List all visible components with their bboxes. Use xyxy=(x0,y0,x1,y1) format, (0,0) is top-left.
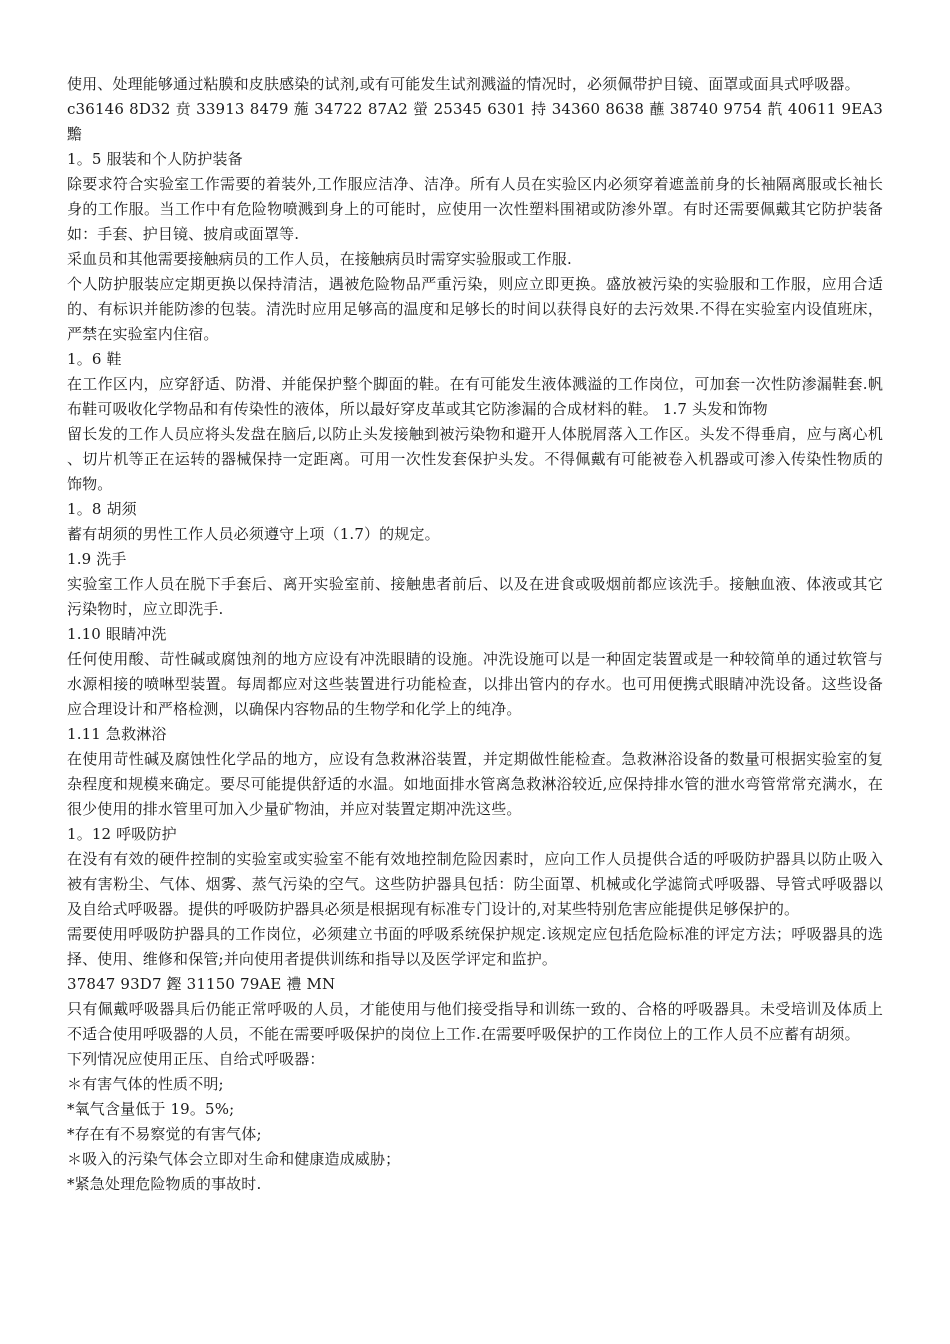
heading-1-8-beard: 1。8 胡须 xyxy=(67,500,137,518)
paragraph-beard: 蓄有胡须的男性工作人员必须遵守上项（1.7）的规定。 xyxy=(67,525,440,543)
heading-1-6-shoes: 1。6 鞋 xyxy=(67,350,122,368)
paragraph-eyewash: 任何使用酸、苛性碱或腐蚀剂的地方应设有冲洗眼睛的设施。冲洗设施可以是一种固定装置或是一种较简单的通过软管与水源相接的喷啉型装置。每周都应对这些装置进行功能检查，以排出管内的存水。也可用便携式眼睛冲洗设备。这些设备应合理设计和严格检测，以确保内容物品的生物学和化学上的纯净。 xyxy=(67,650,883,718)
list-item-low-oxygen: *氧气含量低于 19。5%; xyxy=(67,1100,235,1118)
paragraph-clothing-replacement: 个人防护服装应定期更换以保持清洁，遇被危险物品严重污染，则应立即更换。盛放被污染的实验服和工作服，应用合适的、有标识并能防渗的包装。清洗时应用足够高的温度和足够长的时间以获得良好的去污效果.不得在实验室内设值班床，严禁在实验室内住宿。 xyxy=(67,275,883,343)
list-item-emergency-handling: *紧急处理危险物质的事故时. xyxy=(67,1175,262,1193)
paragraph-scba-intro: 下列情况应使用正压、自给式呼吸器： xyxy=(67,1050,325,1068)
heading-1-11-emergency-shower: 1.11 急救淋浴 xyxy=(67,725,167,743)
paragraph-respiratory-program: 需要使用呼吸防护器具的工作岗位，必须建立书面的呼吸系统保护规定.该规定应包括危险标准的评定方法；呼吸器具的选择、使用、维修和保管;并向使用者提供训练和指导以及医学评定和监护。 xyxy=(67,925,883,968)
paragraph-clothing-requirements: 除要求符合实验室工作需要的着装外,工作服应洁净、洁净。所有人员在实验区内必须穿着遮盖前身的长袖隔离服或长袖长身的工作服。当工作中有危险物喷溅到身上的可能时，应使用一次性塑料围裙或防渗外罩。有时还需要佩戴其它防护装备如：手套、护目镜、披肩或面罩等. xyxy=(67,175,883,243)
paragraph-shoes: 在工作区内，应穿舒适、防滑、并能保护整个脚面的鞋。在有可能发生液体溅溢的工作岗位，可加套一次性防渗漏鞋套.帆布鞋可吸收化学物品和有传染性的液体，所以最好穿皮革或其它防渗漏的合成材料的鞋。 1.7 头发和饰物 xyxy=(67,375,883,418)
heading-1-9-handwashing: 1.9 洗手 xyxy=(67,550,127,568)
heading-1-5-clothing: 1。5 服装和个人防护装备 xyxy=(67,150,243,168)
heading-1-10-eyewash: 1.10 眼睛冲洗 xyxy=(67,625,167,643)
list-item-immediate-danger: ＊吸入的污染气体会立即对生命和健康造成威胁； xyxy=(67,1150,401,1168)
paragraph-emergency-shower: 在使用苛性碱及腐蚀性化学品的地方，应设有急救淋浴装置，并定期做性能检查。急救淋浴设备的数量可根据实验室的复杂程度和规模来确定。要尽可能提供舒适的水温。如地面排水管离急救淋浴较近,应保持排水管的泄水弯管常常充满水，在很少使用的排水管里可加入少量矿物油，并应对装置定期冲洗这些。 xyxy=(67,750,883,818)
paragraph-code-line-1: c36146 8D32 贲 33913 8479 葹 34722 87A2 螢 25345 6301 持 34360 8638 蘸 38740 9754 靔 40611 9EA3 黵 xyxy=(67,100,883,143)
paragraph-hair-accessories: 留长发的工作人员应将头发盘在脑后,以防止头发接触到被污染物和避开人体脱屑落入工作区。头发不得垂肩，应与离心机、切片机等正在运转的器械保持一定距离。可用一次性发套保护头发。不得佩戴有可能被卷入机器或可渗入传染性物质的饰物。 xyxy=(67,425,883,493)
paragraph-blood-collectors: 采血员和其他需要接触病员的工作人员，在接触病员时需穿实验服或工作服. xyxy=(67,250,572,268)
paragraph-respiratory-equipment: 在没有有效的硬件控制的实验室或实验室不能有效地控制危险因素时，应向工作人员提供合适的呼吸防护器具以防止吸入被有害粉尘、气体、烟雾、蒸气污染的空气。这些防护器具包括：防尘面罩、机械或化学滤筒式呼吸器、导管式呼吸器以及自给式呼吸器。提供的呼吸防护器具必须是根据现有标准专门设计的,对某些特别危害应能提供足够保护的。 xyxy=(67,850,883,918)
list-item-undetectable-gas: *存在有不易察觉的有害气体; xyxy=(67,1125,262,1143)
paragraph-respirator-users: 只有佩戴呼吸器具后仍能正常呼吸的人员，才能使用与他们接受指导和训练一致的、合格的呼吸器具。未受培训及体质上不适合使用呼吸器的人员，不能在需要呼吸保护的岗位上工作.在需要呼吸保护的工作岗位上的工作人员不应蓄有胡须。 xyxy=(67,1000,883,1043)
paragraph-code-line-2: 37847 93D7 鏗 31150 79AE 禮 MN xyxy=(67,975,336,993)
paragraph-handwashing: 实验室工作人员在脱下手套后、离开实验室前、接触患者前后、以及在进食或吸烟前都应该洗手。接触血液、体液或其它污染物时，应立即洗手. xyxy=(67,575,883,618)
heading-1-12-respiratory: 1。12 呼吸防护 xyxy=(67,825,177,843)
paragraph-protective-eyewear: 使用、处理能够通过粘膜和皮肤感染的试剂,或有可能发生试剂溅溢的情况时，必须佩带护目镜、面罩或面具式呼吸器。 xyxy=(67,75,860,93)
document-body xyxy=(67,72,883,1197)
list-item-unknown-gas: ＊有害气体的性质不明; xyxy=(67,1075,224,1093)
